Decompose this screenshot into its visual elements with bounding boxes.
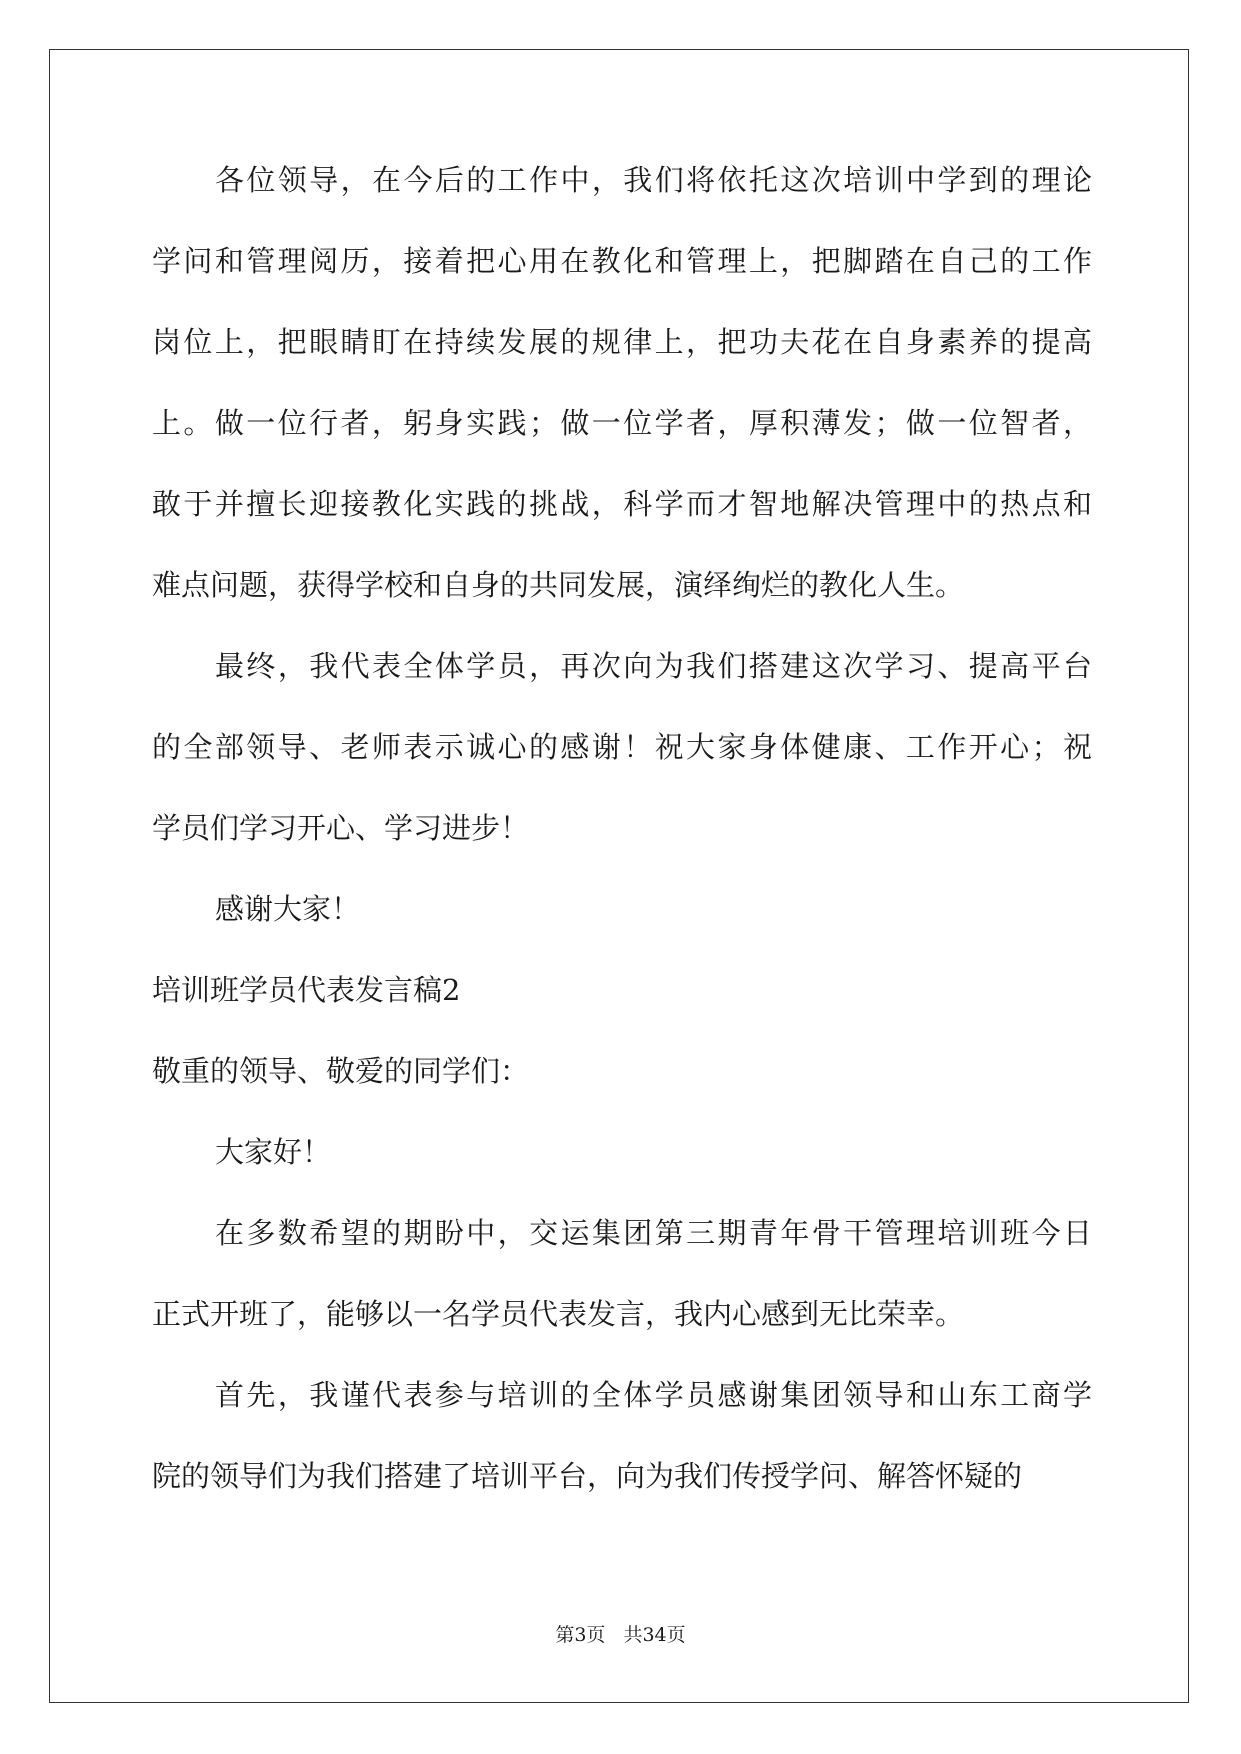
paragraph-line: 各位领导，在今后的工作中，我们将依托这次培训中学到的理论: [215, 163, 1092, 197]
document-body: [152, 160, 1092, 1537]
page-number: 第3页: [555, 1624, 606, 1646]
paragraph-line: 培训班学员代表发言稿2: [152, 973, 461, 1007]
paragraph-line: 的全部领导、老师表示诚心的感谢！祝大家身体健康、工作开心；祝: [152, 730, 1092, 764]
paragraph-line: 岗位上，把眼睛盯在持续发展的规律上，把功夫花在自身素养的提高: [152, 325, 1092, 359]
paragraph-line: 上。做一位行者，躬身实践；做一位学者，厚积薄发；做一位智者，: [152, 406, 1092, 440]
paragraph-line: 学问和管理阅历，接着把心用在教化和管理上，把脚踏在自己的工作: [152, 244, 1092, 278]
paragraph-line: 敢于并擅长迎接教化实践的挑战，科学而才智地解决管理中的热点和: [152, 487, 1092, 521]
page-footer: [0, 1623, 1241, 1647]
paragraph-line: 学员们学习开心、学习进步！: [152, 811, 530, 845]
paragraph-line: 难点问题，获得学校和自身的共同发展，演绎绚烂的教化人生。: [152, 568, 965, 602]
paragraph-line: 最终，我代表全体学员，再次向为我们搭建这次学习、提高平台: [215, 649, 1092, 683]
paragraph-line: 感谢大家！: [215, 892, 361, 926]
paragraph-line: 在多数希望的期盼中，交运集团第三期青年骨干管理培训班今日: [215, 1216, 1092, 1250]
paragraph-line: 首先，我谨代表参与培训的全体学员感谢集团领导和山东工商学: [215, 1378, 1092, 1412]
paragraph-line: 大家好！: [215, 1135, 332, 1169]
paragraph-line: 正式开班了，能够以一名学员代表发言，我内心感到无比荣幸。: [152, 1297, 965, 1331]
paragraph-line: 敬重的领导、敬爱的同学们：: [152, 1054, 530, 1088]
paragraph-line: 院的领导们为我们搭建了培训平台，向为我们传授学问、解答怀疑的: [152, 1459, 1023, 1493]
total-pages: 共34页: [623, 1624, 686, 1646]
